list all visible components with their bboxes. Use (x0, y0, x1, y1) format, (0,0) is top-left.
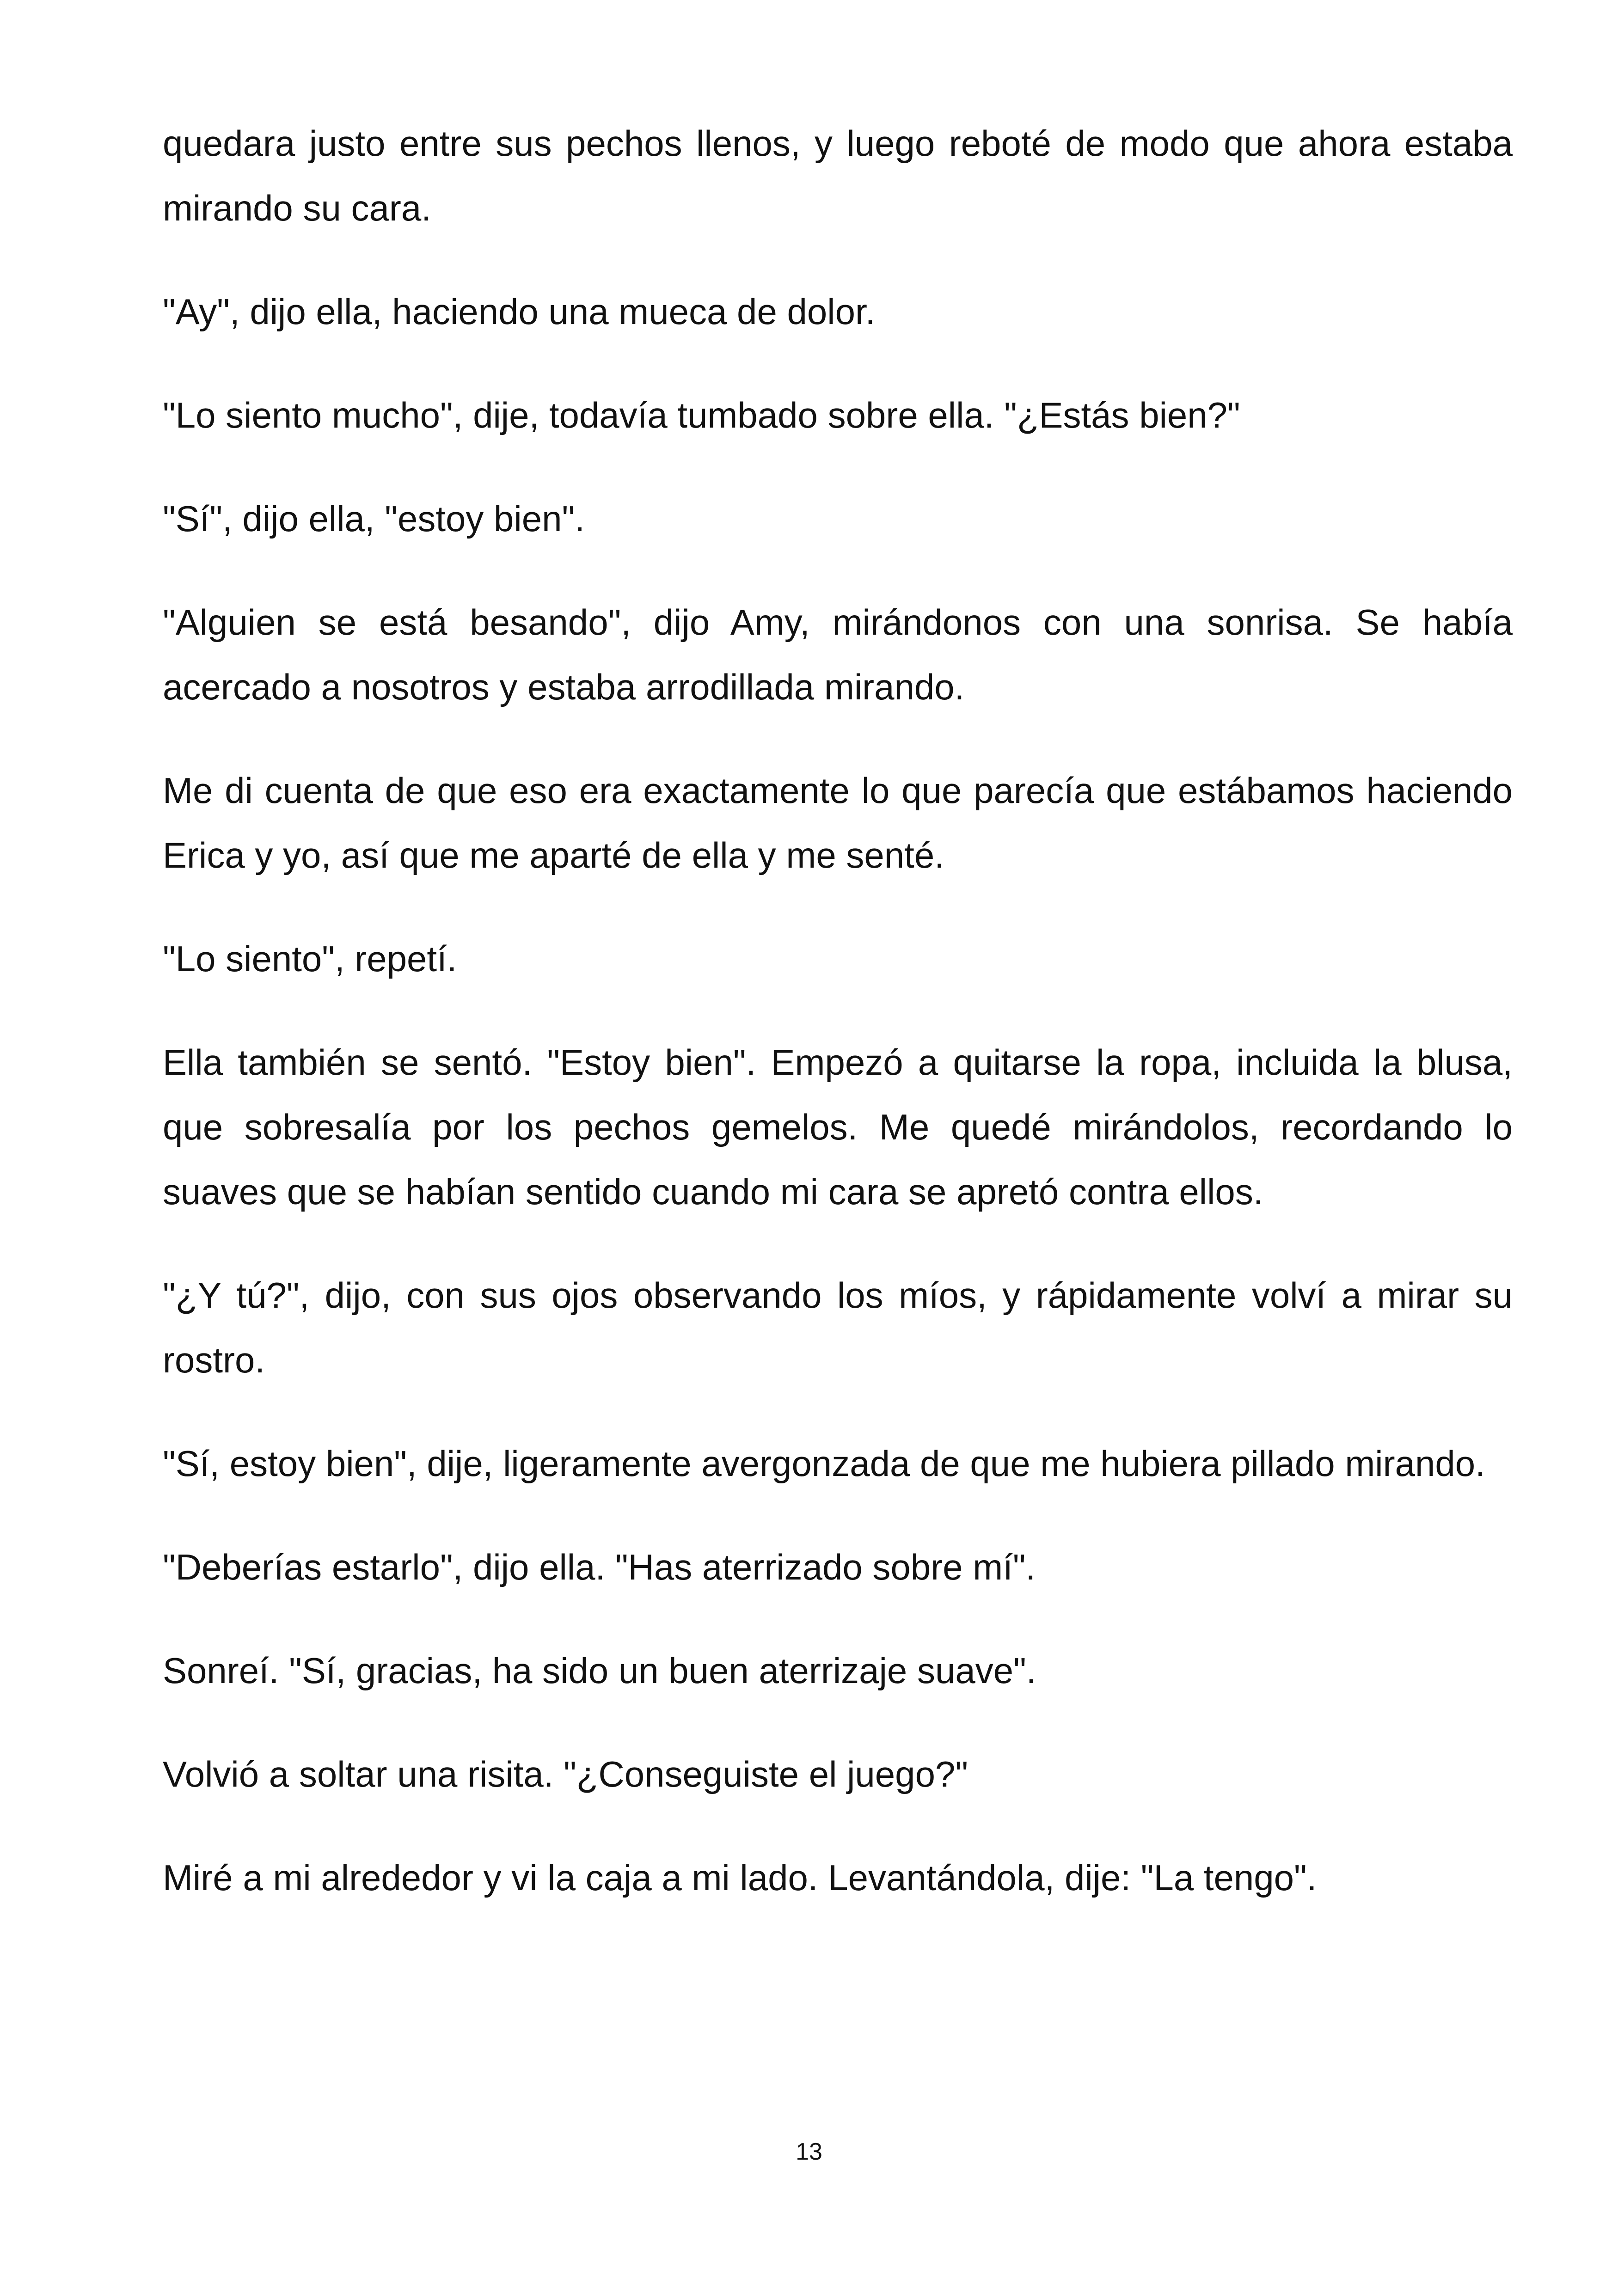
paragraph-9: "¿Y tú?", dijo, con sus ojos observando los míos, y rápidamente volví a mirar su rostro. (163, 1275, 1513, 1380)
page-number: 13 (796, 2138, 822, 2165)
paragraph-13: Volvió a soltar una risita. "¿Conseguiste el juego?" (163, 1754, 968, 1794)
paragraph-12: Sonreí. "Sí, gracias, ha sido un buen aterrizaje suave". (163, 1650, 1036, 1691)
paragraph-2: "Ay", dijo ella, haciendo una mueca de dolor. (163, 291, 876, 332)
paragraph-10: "Sí, estoy bien", dije, ligeramente avergonzada de que me hubiera pillado mirando. (163, 1443, 1485, 1484)
paragraph-5: "Alguien se está besando", dijo Amy, mirándonos con una sonrisa. Se había acercado a nosotros y estaba arrodillada mirando. (163, 602, 1513, 707)
paragraph-11: "Deberías estarlo", dijo ella. "Has aterrizado sobre mí". (163, 1547, 1036, 1587)
paragraph-1: quedara justo entre sus pechos llenos, y luego reboté de modo que ahora estaba mirando su cara. (163, 123, 1513, 228)
paragraph-8: Ella también se sentó. "Estoy bien". Empezó a quitarse la ropa, incluida la blusa, que sobresalía por los pechos gemelos. Me quedé mirándolos, recordando lo suaves que se habían sentido cuando mi cara se apretó contra ellos. (163, 1042, 1513, 1212)
paragraph-3: "Lo siento mucho", dije, todavía tumbado sobre ella. "¿Estás bien?" (163, 395, 1240, 435)
paragraph-7: "Lo siento", repetí. (163, 938, 457, 979)
paragraph-6: Me di cuenta de que eso era exactamente lo que parecía que estábamos haciendo Erica y yo, así que me aparté de ella y me senté. (163, 770, 1513, 876)
paragraph-4: "Sí", dijo ella, "estoy bien". (163, 498, 585, 539)
paragraph-14: Miré a mi alrededor y vi la caja a mi lado. Levantándola, dije: "La tengo". (163, 1857, 1317, 1898)
body-text (163, 111, 1513, 1949)
